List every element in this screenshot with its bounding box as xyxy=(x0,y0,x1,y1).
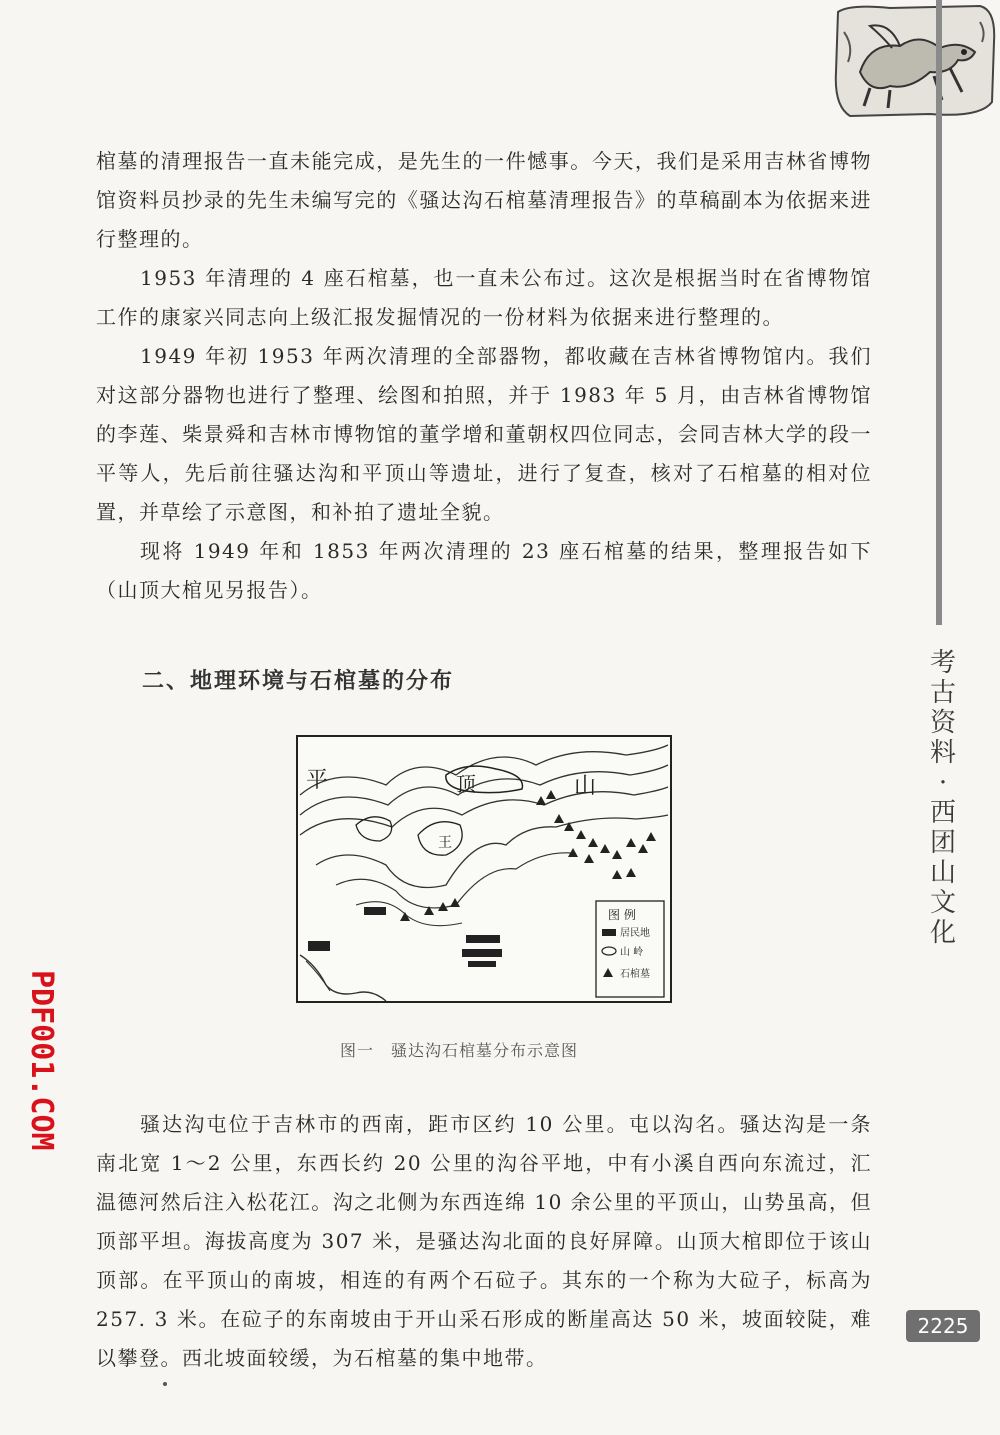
emblem-image xyxy=(830,2,998,120)
watermark-text: PDF001.COM xyxy=(24,970,59,1151)
legend-title: 图 例 xyxy=(608,908,636,922)
section-title: 二、地理环境与石棺墓的分布 xyxy=(142,669,455,694)
paragraph: 棺墓的清理报告一直未能完成，是先生的一件憾事。今天，我们是采用吉林省博物馆资料员抄录的先生未编写完的《骚达沟石棺墓清理报告》的草稿副本为依据来进行整理的。 xyxy=(96,149,872,251)
map-label-wang: 王 xyxy=(438,835,452,851)
legend-residence: 居民地 xyxy=(620,928,650,939)
distribution-map xyxy=(296,735,672,1003)
stray-dot xyxy=(163,1382,167,1386)
margin-rule-tick xyxy=(936,605,942,625)
paragraph: 1953 年清理的 4 座石棺墓，也一直未公布过。这次是根据当时在省博物馆工作的康家兴同志向上级汇报发掘情况的一份材料为依据来进行整理的。 xyxy=(96,266,872,329)
legend-residence-symbol xyxy=(602,929,616,936)
figure-caption: 图一 骚达沟石棺墓分布示意图 xyxy=(340,1041,579,1060)
map-label-ding: 顶 xyxy=(456,772,476,796)
map-label-ping: 平 xyxy=(306,768,329,793)
body-text-top xyxy=(96,142,872,610)
page-number: 2225 xyxy=(906,1310,980,1342)
margin-rule xyxy=(936,0,942,605)
paragraph: 现将 1949 年和 1853 年两次清理的 23 座石棺墓的结果，整理报告如下（山顶大棺见另报告）。 xyxy=(96,539,872,602)
paragraph: 骚达沟屯位于吉林市的西南，距市区约 10 公里。屯以沟名。骚达沟是一条南北宽 1～2 公里，东西长约 20 公里的沟谷平地，中有小溪自西向东流过，汇温德河然后注入松花江。沟之北侧为东西连绵 10 余公里的平顶山，山势虽高，但顶部平坦。海拔高度为 307 米，是骚达沟北面的良好屏障。山顶大棺即位于该山顶部。在平顶山的南坡，相连的有两个石砬子。其东的一个称为大砬子，标高为 257. 3 米。在砬子的东南坡由于开山采石形成的断崖高达 50 米，坡面较陡，难以攀登。西北坡面较缓，为石棺墓的集中地带。 xyxy=(96,1112,872,1370)
map-label-shan: 山 xyxy=(574,774,597,799)
paragraph: 1949 年初 1953 年两次清理的全部器物，都收藏在吉林省博物馆内。我们对这部分器物也进行了整理、绘图和拍照，并于 1983 年 5 月，由吉林省博物馆的李莲、柴景舜和吉林市博物馆的董学增和董朝权四位同志，会同吉林大学的段一平等人，先后前往骚达沟和平顶山等遗址，进行了复查，核对了石棺墓的相对位置，并草绘了示意图，和补拍了遗址全貌。 xyxy=(96,344,872,524)
legend-tomb: 石棺墓 xyxy=(620,969,650,980)
body-text-bottom xyxy=(96,1105,872,1378)
legend-ridge: 山 岭 xyxy=(620,947,644,958)
side-title: 考古资料·西团山文化 xyxy=(929,648,956,948)
